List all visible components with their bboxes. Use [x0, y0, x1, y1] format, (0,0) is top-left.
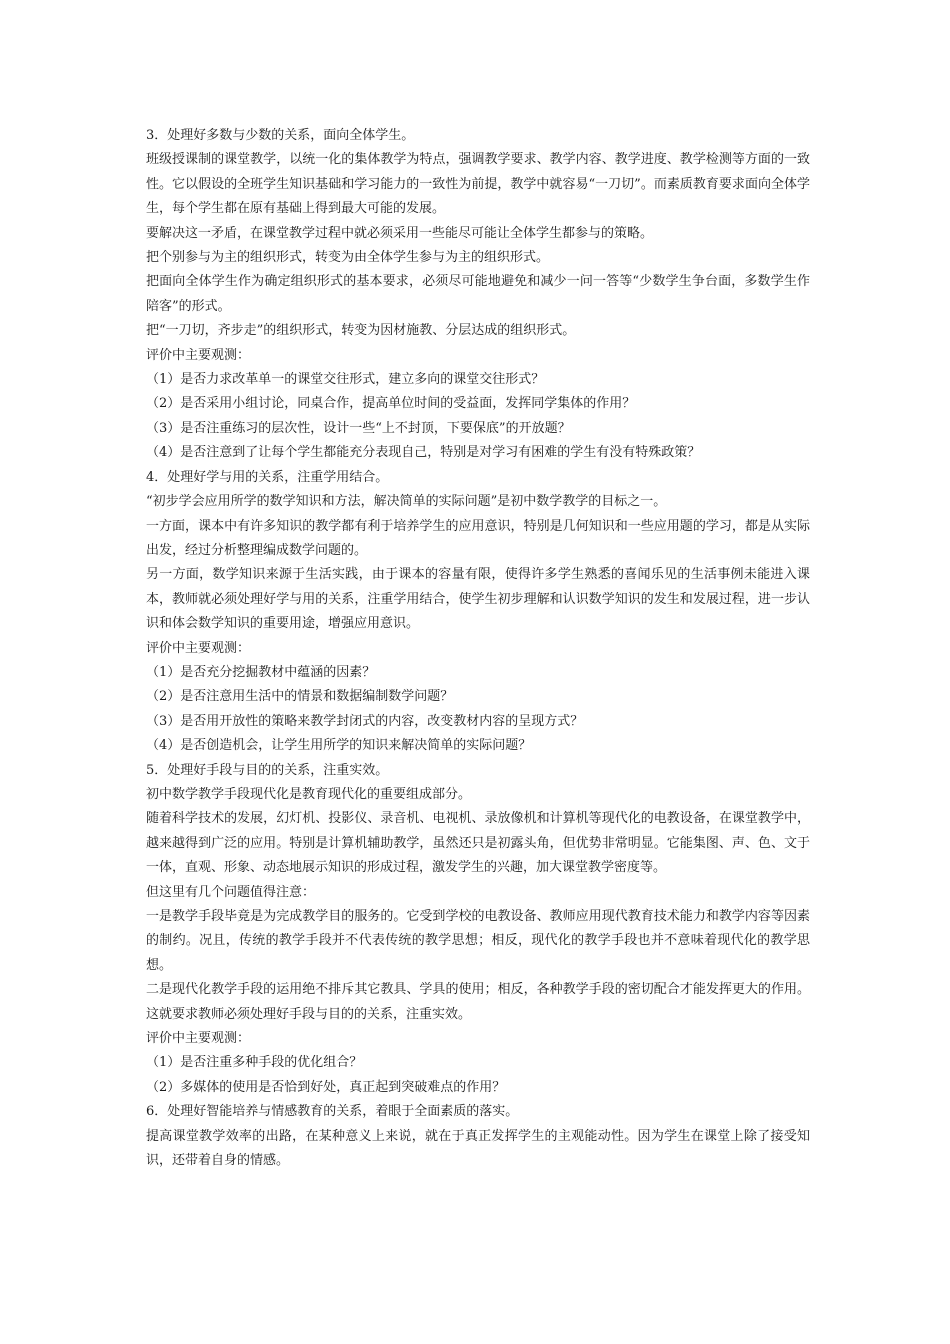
observation-label: 评价中主要观测：	[146, 347, 251, 363]
list-item: （2）多媒体的使用是否恰到好处，真正起到突破难点的作用？	[146, 1079, 506, 1095]
paragraph: 把个别参与为主的组织形式，转变为由全体学生参与为主的组织形式。	[146, 250, 550, 266]
paragraph: “初步学会应用所学的数学知识和方法，解决简单的实际问题”是初中数学教学的目标之一。	[146, 494, 667, 510]
paragraph: 班级授课制的课堂教学，以统一化的集体教学为特点，强调教学要求、教学内容、教学进度、教学检测等方面的一致性。它以假设的全班学生知识基础和学习能力的一致性为前提，教学中就容易“一刀切”。而素质教育要求面向全体学生，每个学生都在原有基础上得到最大可能的发展。	[146, 152, 810, 217]
paragraph: 另一方面，数学知识来源于生活实践，由于课本的容量有限，使得许多学生熟悉的喜闻乐见的生活事例未能进入课本，教师就必须处理好学与用的关系，注重学用结合，使学生初步理解和认识数学知识的发生和发展过程，进一步认识和体会数学知识的重要用途，增强应用意识。	[146, 567, 810, 632]
paragraph: 二是现代化教学手段的运用绝不排斥其它教具、学具的使用；相反，各种教学手段的密切配合才能发挥更大的作用。这就要求教师必须处理好手段与目的的关系，注重实效。	[146, 982, 810, 1022]
heading-5: 5．处理好手段与目的的关系，注重实效。	[146, 762, 389, 778]
paragraph: 要解决这一矛盾，在课堂教学过程中就必须采用一些能尽可能让全体学生都参与的策略。	[146, 225, 654, 241]
observation-label: 评价中主要观测：	[146, 640, 251, 656]
list-item: （1）是否注重多种手段的优化组合？	[146, 1055, 363, 1071]
paragraph: 随着科学技术的发展，幻灯机、投影仪、录音机、电视机、录放像机和计算机等现代化的电教设备，在课堂教学中，越来越得到广泛的应用。特别是计算机辅助教学，虽然还只是初露头角，但优势非常明显。它能集图、声、色、文于一体，直观、形象、动态地展示知识的形成过程，激发学生的兴趣，加大课堂教学密度等。	[146, 811, 810, 876]
document-body	[146, 124, 810, 1173]
paragraph: 把“一刀切，齐步走”的组织形式，转变为因材施教、分层达成的组织形式。	[146, 323, 576, 339]
list-item: （4）是否注意到了让每个学生都能充分表现自己，特别是对学习有困难的学生有没有特殊政策？	[146, 445, 701, 461]
paragraph: 提高课堂教学效率的出路，在某种意义上来说，就在于真正发挥学生的主观能动性。因为学生在课堂上除了接受知识，还带着自身的情感。	[146, 1128, 810, 1169]
list-item: （2）是否注意用生活中的情景和数据编制数学问题？	[146, 689, 454, 705]
paragraph: 一是教学手段毕竟是为完成教学目的服务的。它受到学校的电教设备、教师应用现代教育技术能力和教学内容等因素的制约。况且，传统的教学手段并不代表传统的教学思想；相反，现代化的教学手段也并不意味着现代化的教学思想。	[146, 909, 810, 973]
list-item: （2）是否采用小组讨论，同桌合作，提高单位时间的受益面，发挥同学集体的作用？	[146, 396, 636, 412]
paragraph: 把面向全体学生作为确定组织形式的基本要求，必须尽可能地避免和减少一问一答等“少数学生争台面，多数学生作陪客”的形式。	[146, 274, 810, 314]
paragraph: 初中数学教学手段现代化是教育现代化的重要组成部分。	[146, 786, 472, 802]
paragraph: 一方面，课本中有许多知识的教学都有利于培养学生的应用意识，特别是几何知识和一些应用题的学习，都是从实际出发，经过分析整理编成数学问题的。	[146, 518, 810, 558]
list-item: （1）是否充分挖掘教材中蕴涵的因素？	[146, 664, 376, 680]
heading-3: 3．处理好多数与少数的关系，面向全体学生。	[146, 128, 415, 143]
heading-4: 4．处理好学与用的关系，注重学用结合。	[146, 469, 389, 485]
paragraph: 但这里有几个问题值得注意：	[146, 884, 316, 900]
list-item: （4）是否创造机会，让学生用所学的知识来解决简单的实际问题？	[146, 738, 532, 754]
observation-label: 评价中主要观测：	[146, 1031, 251, 1047]
list-item: （1）是否力求改革单一的课堂交往形式，建立多向的课堂交往形式？	[146, 372, 545, 388]
heading-6: 6．处理好智能培养与情感教育的关系，着眼于全面素质的落实。	[146, 1104, 519, 1120]
list-item: （3）是否注重练习的层次性，设计一些“上不封顶，下要保底”的开放题？	[146, 420, 571, 436]
list-item: （3）是否用开放性的策略来教学封闭式的内容，改变教材内容的呈现方式？	[146, 713, 584, 729]
